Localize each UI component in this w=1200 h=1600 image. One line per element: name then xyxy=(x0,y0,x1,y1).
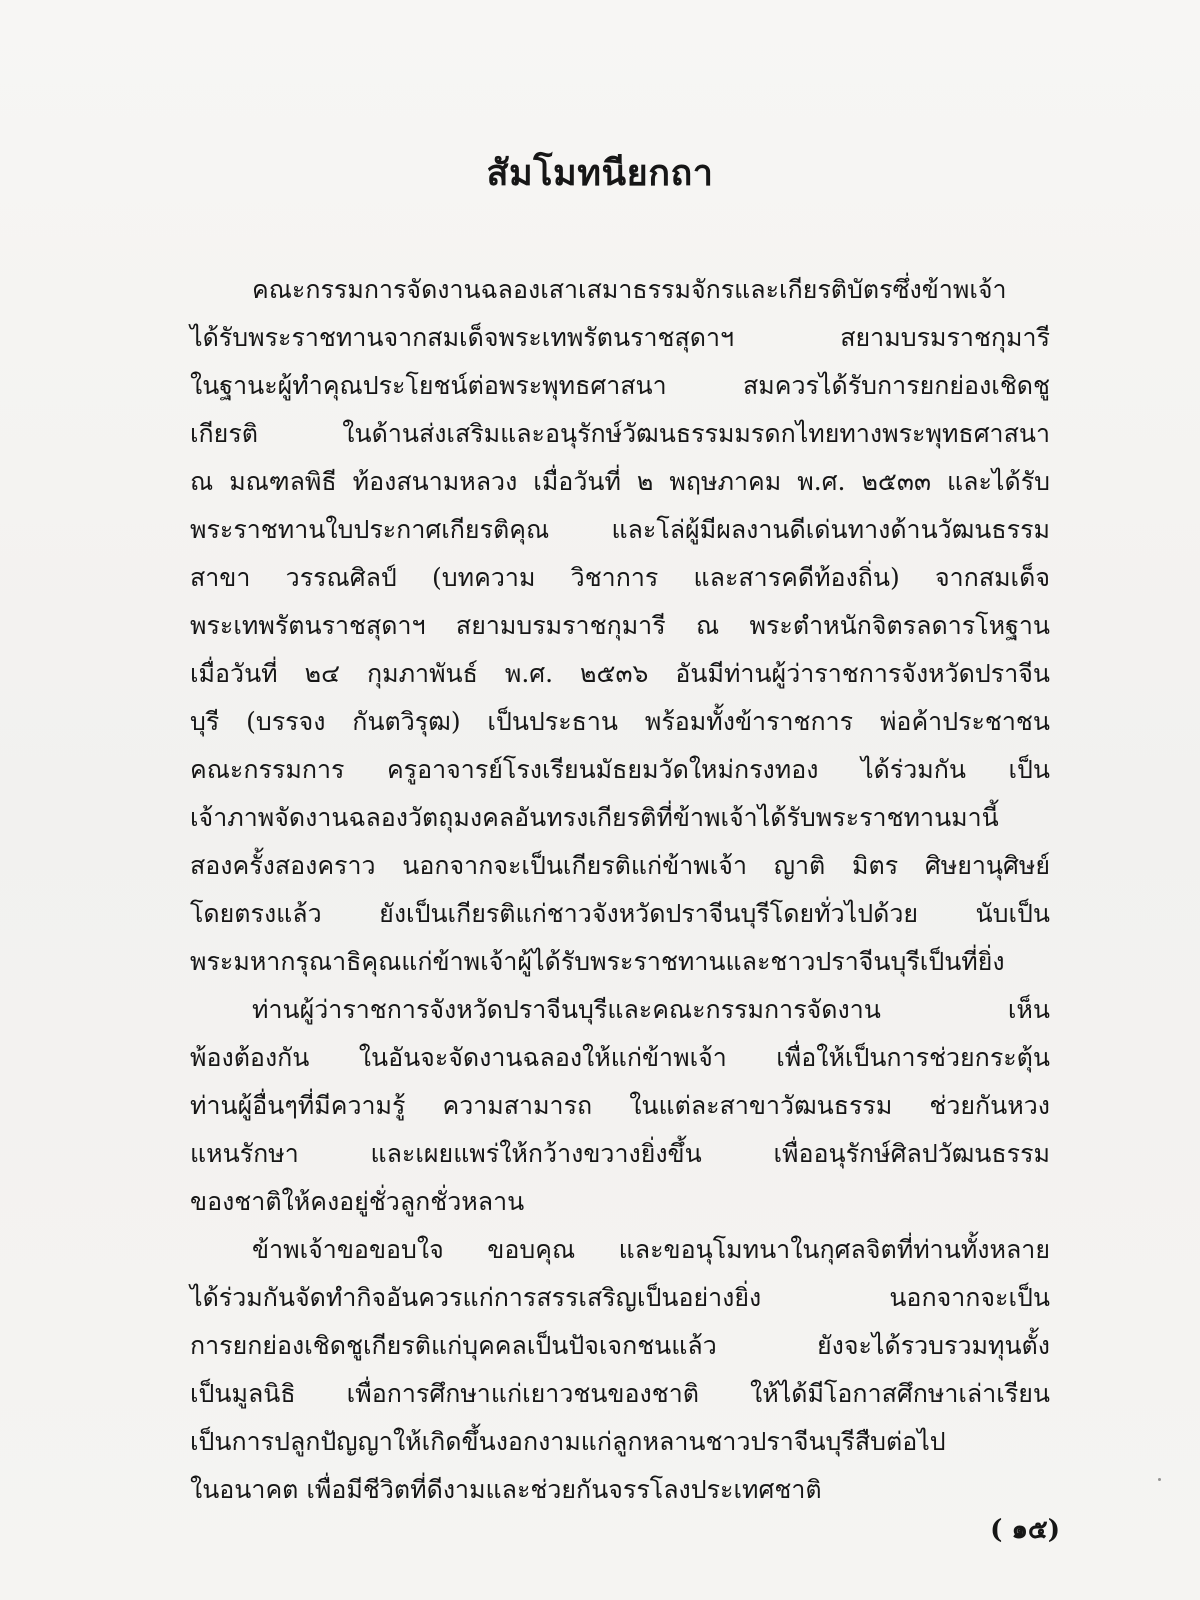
text-line: เป็นการปลูกปัญญาให้เกิดขึ้นงอกงามแก่ลูกหลานชาวปราจีนบุรีสืบต่อไป xyxy=(190,1427,946,1456)
text-line: ได้ร่วมกันจัดทำกิจอันควรแก่การสรรเสริญเป็นอย่างยิ่ง นอกจากจะเป็น xyxy=(190,1283,1050,1312)
text-line: คณะกรรมการ ครูอาจารย์โรงเรียนมัธยมวัดใหม่กรงทอง ได้ร่วมกัน เป็น xyxy=(190,755,1050,784)
text-line: เมื่อวันที่ ๒๔ กุมภาพันธ์ พ.ศ. ๒๕๓๖ อันมีท่านผู้ว่าราชการจังหวัดปราจีน xyxy=(190,659,1050,688)
text-line: ของชาติให้คงอยู่ชั่วลูกชั่วหลาน xyxy=(190,1187,525,1216)
text-line: เกียรติ ในด้านส่งเสริมและอนุรักษ์วัฒนธรรมมรดกไทยทางพระพุทธศาสนา xyxy=(190,419,1050,448)
text-line: ในฐานะผู้ทำคุณประโยชน์ต่อพระพุทธศาสนา สมควรได้รับการยกย่องเชิดชู xyxy=(190,371,1050,400)
text-line: ณ มณฑลพิธี ท้องสนามหลวง เมื่อวันที่ ๒ พฤษภาคม พ.ศ. ๒๕๓๓ และได้รับ xyxy=(190,467,1050,496)
text-line: คณะกรรมการจัดงานฉลองเสาเสมาธรรมจักรและเกียรติบัตรซึ่งข้าพเจ้า xyxy=(252,275,1007,304)
page-number: ( ๑๕) xyxy=(990,1515,1060,1545)
text-line: ได้รับพระราชทานจากสมเด็จพระเทพรัตนราชสุดาฯ สยามบรมราชกุมารี xyxy=(190,323,1050,352)
text-line: เจ้าภาพจัดงานฉลองวัตถุมงคลอันทรงเกียรติที่ข้าพเจ้าได้รับพระราชทานมานี้ xyxy=(190,803,999,832)
text-line: พระราชทานใบประกาศเกียรติคุณ และโล่ผู้มีผลงานดีเด่นทางด้านวัฒนธรรม xyxy=(190,515,1050,544)
text-line: ข้าพเจ้าขอขอบใจ ขอบคุณ และขอนุโมทนาในกุศลจิตที่ท่านทั้งหลาย xyxy=(252,1235,1050,1264)
text-line: พระเทพรัตนราชสุดาฯ สยามบรมราชกุมารี ณ พระตำหนักจิตรลดารโหฐาน xyxy=(190,611,1050,640)
text-line: แหนรักษา และเผยแพร่ให้กว้างขวางยิ่งขึ้น เพื่ออนุรักษ์ศิลปวัฒนธรรม xyxy=(190,1139,1050,1168)
text-line: ในอนาคต เพื่อมีชีวิตที่ดีงามและช่วยกันจรรโลงประเทศชาติ xyxy=(190,1475,822,1504)
scan-speck xyxy=(1158,1478,1161,1481)
page-title: สัมโมทนียกถา xyxy=(486,152,714,194)
text-line: ท่านผู้อื่นๆที่มีความรู้ ความสามารถ ในแต่ละสาขาวัฒนธรรม ช่วยกันหวง xyxy=(190,1091,1050,1120)
text-line: บุรี (บรรจง กันตวิรุฒ) เป็นประธาน พร้อมทั้งข้าราชการ พ่อค้าประชาชน xyxy=(190,707,1050,736)
text-line: พระมหากรุณาธิคุณแก่ข้าพเจ้าผู้ได้รับพระราชทานและชาวปราจีนบุรีเป็นที่ยิ่ง xyxy=(190,947,1005,976)
body-text xyxy=(190,266,1050,1514)
text-line: พ้องต้องกัน ในอันจะจัดงานฉลองให้แก่ข้าพเจ้า เพื่อให้เป็นการช่วยกระตุ้น xyxy=(190,1043,1050,1072)
text-line: เป็นมูลนิธิ เพื่อการศึกษาแก่เยาวชนของชาติ ให้ได้มีโอกาสศึกษาเล่าเรียน xyxy=(190,1379,1050,1408)
text-line: โดยตรงแล้ว ยังเป็นเกียรติแก่ชาวจังหวัดปราจีนบุรีโดยทั่วไปด้วย นับเป็น xyxy=(190,899,1050,928)
text-line: การยกย่องเชิดชูเกียรติแก่บุคคลเป็นปัจเจกชนแล้ว ยังจะได้รวบรวมทุนตั้ง xyxy=(190,1331,1050,1360)
text-line: ท่านผู้ว่าราชการจังหวัดปราจีนบุรีและคณะกรรมการจัดงาน เห็น xyxy=(252,995,1050,1024)
text-line: สาขา วรรณศิลป์ (บทความ วิชาการ และสารคดีท้องถิ่น) จากสมเด็จ xyxy=(190,563,1050,592)
text-line: สองครั้งสองคราว นอกจากจะเป็นเกียรติแก่ข้าพเจ้า ญาติ มิตร ศิษยานุศิษย์ xyxy=(190,851,1050,880)
